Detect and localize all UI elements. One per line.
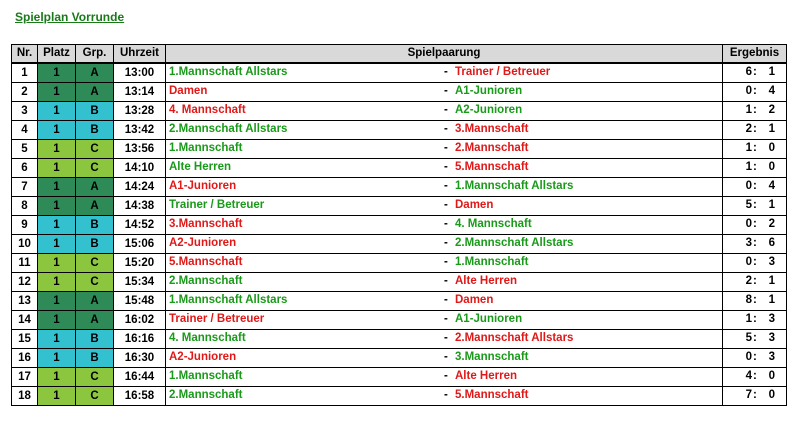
result-cell <box>723 63 787 83</box>
score-away: 1 <box>768 123 775 135</box>
table-header-row <box>12 45 787 64</box>
kickoff-time: 16:58 <box>114 387 166 406</box>
table-row <box>12 159 787 178</box>
pairing-separator: - <box>444 104 448 116</box>
score-away: 3 <box>768 256 775 268</box>
score-separator: : <box>753 256 757 268</box>
match-number: 2 <box>12 83 38 102</box>
pairing-separator: - <box>444 142 448 154</box>
score-home: 1 <box>745 142 752 154</box>
group-cell: B <box>76 216 114 235</box>
field-cell: 1 <box>38 292 76 311</box>
match-number: 17 <box>12 368 38 387</box>
kickoff-time: 14:24 <box>114 178 166 197</box>
score-home: 2 <box>745 275 752 287</box>
match-number: 16 <box>12 349 38 368</box>
group-cell: A <box>76 178 114 197</box>
score-separator: : <box>753 389 757 401</box>
score-away: 3 <box>768 351 775 363</box>
score-separator: : <box>753 370 757 382</box>
pairing-separator: - <box>444 313 448 325</box>
away-team: 5.Mannschaft <box>455 389 529 401</box>
home-team: Trainer / Betreuer <box>169 199 265 211</box>
group-cell: C <box>76 140 114 159</box>
home-team: A1-Junioren <box>169 180 237 192</box>
home-team: 4. Mannschaft <box>169 104 246 116</box>
away-team: 5.Mannschaft <box>455 161 529 173</box>
pairing-cell <box>166 63 723 83</box>
match-number: 7 <box>12 178 38 197</box>
away-team: A1-Junioren <box>455 85 523 97</box>
score-separator: : <box>753 123 757 135</box>
result-cell <box>723 349 787 368</box>
header-uhrzeit: Uhrzeit <box>114 45 166 64</box>
group-cell: A <box>76 311 114 330</box>
field-cell: 1 <box>38 273 76 292</box>
pairing-separator: - <box>444 66 448 78</box>
table-row <box>12 216 787 235</box>
home-team: Damen <box>169 85 208 97</box>
score-separator: : <box>753 237 757 249</box>
result-cell <box>723 121 787 140</box>
kickoff-time: 13:56 <box>114 140 166 159</box>
score-home: 6 <box>745 66 752 78</box>
table-row <box>12 349 787 368</box>
pairing-cell <box>166 178 723 197</box>
pairing-separator: - <box>444 332 448 344</box>
score-away: 1 <box>768 294 775 306</box>
pairing-cell <box>166 102 723 121</box>
result-cell <box>723 311 787 330</box>
pairing-cell <box>166 140 723 159</box>
match-number: 10 <box>12 235 38 254</box>
pairing-cell <box>166 83 723 102</box>
group-cell: A <box>76 83 114 102</box>
pairing-separator: - <box>444 85 448 97</box>
result-cell <box>723 197 787 216</box>
field-cell: 1 <box>38 254 76 273</box>
pairing-cell <box>166 159 723 178</box>
group-cell: C <box>76 387 114 406</box>
score-away: 1 <box>768 275 775 287</box>
score-home: 1 <box>745 104 752 116</box>
home-team: 5.Mannschaft <box>169 256 243 268</box>
table-row <box>12 387 787 406</box>
header-platz: Platz <box>38 45 76 64</box>
score-away: 2 <box>768 218 775 230</box>
away-team: A2-Junioren <box>455 104 523 116</box>
score-home: 5 <box>745 332 752 344</box>
table-row <box>12 197 787 216</box>
kickoff-time: 16:30 <box>114 349 166 368</box>
table-row <box>12 368 787 387</box>
group-cell: C <box>76 254 114 273</box>
table-row <box>12 311 787 330</box>
group-cell: C <box>76 159 114 178</box>
score-home: 2 <box>745 123 752 135</box>
table-row <box>12 102 787 121</box>
score-home: 0 <box>745 256 752 268</box>
kickoff-time: 16:16 <box>114 330 166 349</box>
field-cell: 1 <box>38 140 76 159</box>
score-home: 1 <box>745 313 752 325</box>
kickoff-time: 15:48 <box>114 292 166 311</box>
result-cell <box>723 235 787 254</box>
away-team: 2.Mannschaft Allstars <box>455 237 574 249</box>
kickoff-time: 16:02 <box>114 311 166 330</box>
kickoff-time: 15:20 <box>114 254 166 273</box>
group-cell: B <box>76 330 114 349</box>
score-away: 3 <box>768 332 775 344</box>
page-title: Spielplan Vorrunde <box>15 10 125 24</box>
pairing-cell <box>166 368 723 387</box>
table-row <box>12 83 787 102</box>
field-cell: 1 <box>38 63 76 83</box>
kickoff-time: 15:06 <box>114 235 166 254</box>
result-cell <box>723 254 787 273</box>
kickoff-time: 13:00 <box>114 63 166 83</box>
field-cell: 1 <box>38 330 76 349</box>
match-number: 14 <box>12 311 38 330</box>
home-team: 2.Mannschaft <box>169 389 243 401</box>
pairing-cell <box>166 254 723 273</box>
away-team: 1.Mannschaft <box>455 256 529 268</box>
home-team: 2.Mannschaft Allstars <box>169 123 288 135</box>
result-cell <box>723 368 787 387</box>
match-number: 1 <box>12 63 38 83</box>
match-number: 18 <box>12 387 38 406</box>
group-cell: A <box>76 197 114 216</box>
result-cell <box>723 387 787 406</box>
kickoff-time: 14:10 <box>114 159 166 178</box>
group-cell: A <box>76 292 114 311</box>
table-row <box>12 330 787 349</box>
away-team: 2.Mannschaft Allstars <box>455 332 574 344</box>
home-team: 1.Mannschaft <box>169 142 243 154</box>
home-team: 1.Mannschaft Allstars <box>169 66 288 78</box>
table-row <box>12 254 787 273</box>
field-cell: 1 <box>38 197 76 216</box>
schedule-body <box>12 63 787 406</box>
group-cell: A <box>76 63 114 83</box>
score-home: 8 <box>745 294 752 306</box>
pairing-separator: - <box>444 218 448 230</box>
match-number: 13 <box>12 292 38 311</box>
field-cell: 1 <box>38 121 76 140</box>
score-separator: : <box>753 275 757 287</box>
schedule-table <box>11 44 787 406</box>
result-cell <box>723 102 787 121</box>
result-cell <box>723 159 787 178</box>
score-away: 0 <box>768 389 775 401</box>
header-grp: Grp. <box>76 45 114 64</box>
pairing-cell <box>166 273 723 292</box>
kickoff-time: 13:28 <box>114 102 166 121</box>
kickoff-time: 13:42 <box>114 121 166 140</box>
home-team: A2-Junioren <box>169 351 237 363</box>
result-cell <box>723 273 787 292</box>
pairing-separator: - <box>444 389 448 401</box>
pairing-separator: - <box>444 161 448 173</box>
score-separator: : <box>753 66 757 78</box>
score-away: 0 <box>768 161 775 173</box>
score-away: 3 <box>768 313 775 325</box>
pairing-cell <box>166 235 723 254</box>
score-separator: : <box>753 332 757 344</box>
score-home: 5 <box>745 199 752 211</box>
table-row <box>12 140 787 159</box>
match-number: 12 <box>12 273 38 292</box>
field-cell: 1 <box>38 349 76 368</box>
header-spielpaarung: Spielpaarung <box>166 45 723 64</box>
away-team: A1-Junioren <box>455 313 523 325</box>
pairing-separator: - <box>444 199 448 211</box>
header-nr: Nr. <box>12 45 38 64</box>
away-team: 2.Mannschaft <box>455 142 529 154</box>
score-home: 4 <box>745 370 752 382</box>
away-team: Alte Herren <box>455 370 517 382</box>
pairing-cell <box>166 330 723 349</box>
result-cell <box>723 292 787 311</box>
away-team: 4. Mannschaft <box>455 218 532 230</box>
pairing-cell <box>166 121 723 140</box>
score-separator: : <box>753 180 757 192</box>
result-cell <box>723 330 787 349</box>
pairing-separator: - <box>444 237 448 249</box>
field-cell: 1 <box>38 102 76 121</box>
table-row <box>12 292 787 311</box>
pairing-separator: - <box>444 123 448 135</box>
result-cell <box>723 216 787 235</box>
pairing-separator: - <box>444 370 448 382</box>
table-row <box>12 235 787 254</box>
score-separator: : <box>753 313 757 325</box>
score-away: 6 <box>768 237 775 249</box>
table-row <box>12 63 787 83</box>
pairing-cell <box>166 292 723 311</box>
pairing-cell <box>166 387 723 406</box>
field-cell: 1 <box>38 235 76 254</box>
pairing-separator: - <box>444 275 448 287</box>
group-cell: B <box>76 349 114 368</box>
score-home: 0 <box>745 180 752 192</box>
match-number: 11 <box>12 254 38 273</box>
away-team: 3.Mannschaft <box>455 351 529 363</box>
home-team: A2-Junioren <box>169 237 237 249</box>
away-team: 1.Mannschaft Allstars <box>455 180 574 192</box>
field-cell: 1 <box>38 178 76 197</box>
match-number: 8 <box>12 197 38 216</box>
pairing-separator: - <box>444 351 448 363</box>
field-cell: 1 <box>38 368 76 387</box>
home-team: 2.Mannschaft <box>169 275 243 287</box>
score-separator: : <box>753 199 757 211</box>
score-separator: : <box>753 218 757 230</box>
kickoff-time: 14:38 <box>114 197 166 216</box>
pairing-cell <box>166 311 723 330</box>
home-team: 3.Mannschaft <box>169 218 243 230</box>
home-team: 1.Mannschaft <box>169 370 243 382</box>
match-number: 4 <box>12 121 38 140</box>
result-cell <box>723 178 787 197</box>
score-separator: : <box>753 142 757 154</box>
kickoff-time: 16:44 <box>114 368 166 387</box>
table-row <box>12 121 787 140</box>
kickoff-time: 15:34 <box>114 273 166 292</box>
pairing-cell <box>166 349 723 368</box>
field-cell: 1 <box>38 311 76 330</box>
field-cell: 1 <box>38 83 76 102</box>
group-cell: B <box>76 121 114 140</box>
pairing-separator: - <box>444 256 448 268</box>
away-team: 3.Mannschaft <box>455 123 529 135</box>
match-number: 9 <box>12 216 38 235</box>
pairing-separator: - <box>444 294 448 306</box>
score-away: 0 <box>768 142 775 154</box>
home-team: Alte Herren <box>169 161 231 173</box>
score-away: 2 <box>768 104 775 116</box>
pairing-separator: - <box>444 180 448 192</box>
field-cell: 1 <box>38 159 76 178</box>
kickoff-time: 13:14 <box>114 83 166 102</box>
field-cell: 1 <box>38 216 76 235</box>
field-cell: 1 <box>38 387 76 406</box>
score-home: 1 <box>745 161 752 173</box>
pairing-cell <box>166 216 723 235</box>
score-home: 0 <box>745 351 752 363</box>
group-cell: B <box>76 235 114 254</box>
score-away: 4 <box>768 180 775 192</box>
result-cell <box>723 140 787 159</box>
score-separator: : <box>753 294 757 306</box>
table-row <box>12 178 787 197</box>
score-separator: : <box>753 85 757 97</box>
score-home: 0 <box>745 218 752 230</box>
score-separator: : <box>753 161 757 173</box>
pairing-cell <box>166 197 723 216</box>
table-row <box>12 273 787 292</box>
result-cell <box>723 83 787 102</box>
match-number: 6 <box>12 159 38 178</box>
score-away: 1 <box>768 199 775 211</box>
kickoff-time: 14:52 <box>114 216 166 235</box>
score-away: 0 <box>768 370 775 382</box>
score-separator: : <box>753 351 757 363</box>
match-number: 5 <box>12 140 38 159</box>
score-home: 0 <box>745 85 752 97</box>
score-separator: : <box>753 104 757 116</box>
away-team: Trainer / Betreuer <box>455 66 551 78</box>
group-cell: C <box>76 273 114 292</box>
group-cell: C <box>76 368 114 387</box>
away-team: Alte Herren <box>455 275 517 287</box>
score-home: 3 <box>745 237 752 249</box>
score-away: 1 <box>768 66 775 78</box>
match-number: 3 <box>12 102 38 121</box>
header-ergebnis: Ergebnis <box>723 45 787 64</box>
group-cell: B <box>76 102 114 121</box>
score-away: 4 <box>768 85 775 97</box>
home-team: Trainer / Betreuer <box>169 313 265 325</box>
away-team: Damen <box>455 199 494 211</box>
home-team: 4. Mannschaft <box>169 332 246 344</box>
home-team: 1.Mannschaft Allstars <box>169 294 288 306</box>
match-number: 15 <box>12 330 38 349</box>
score-home: 7 <box>745 389 752 401</box>
away-team: Damen <box>455 294 494 306</box>
